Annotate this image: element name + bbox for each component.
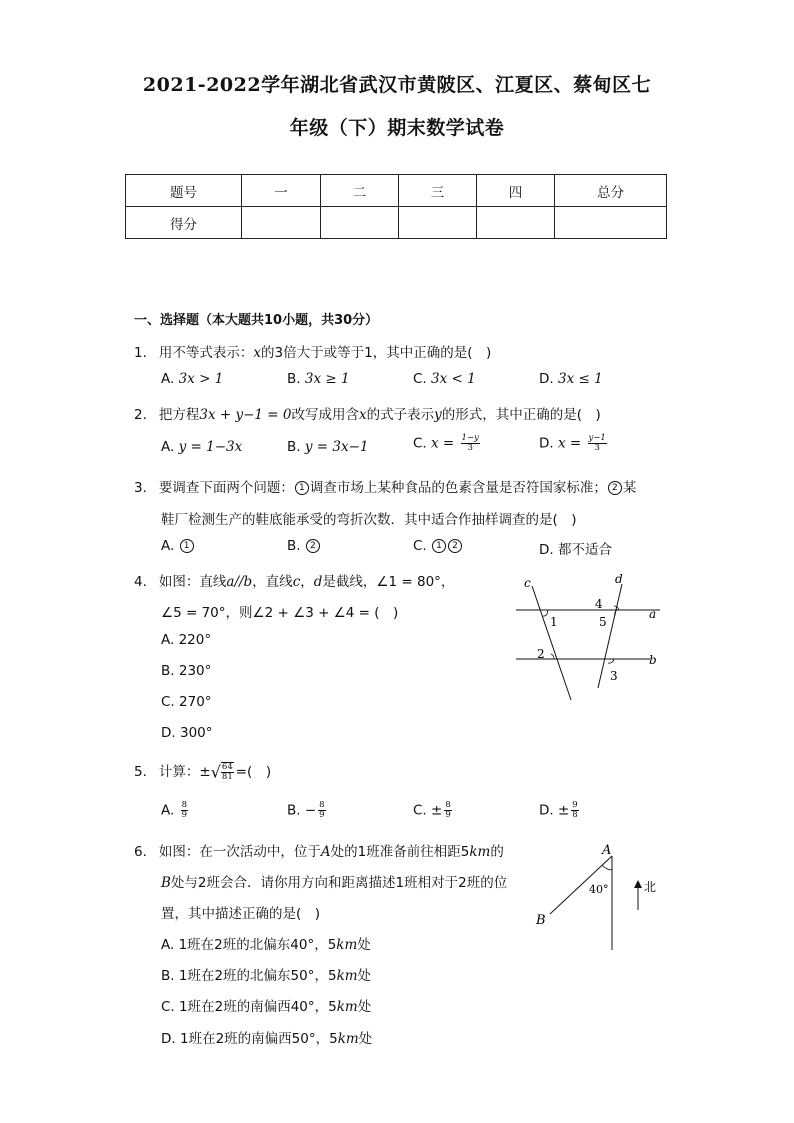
option-label: A. xyxy=(161,439,175,455)
option-a[interactable] xyxy=(161,371,223,387)
option-label: D. xyxy=(161,1031,176,1047)
question-text: 是截线，∠1 = 80°， xyxy=(322,574,455,590)
question-4-line-2: ∠5 = 70°，则∠2 + ∠3 + ∠4 = ( ) xyxy=(161,605,399,621)
numerator: 64 xyxy=(221,762,233,772)
math-expr: 3x + y−1 = 0 xyxy=(199,407,292,423)
header-cell: 一 xyxy=(242,175,321,207)
score-table-header-row xyxy=(126,175,667,207)
label-a: a xyxy=(649,607,657,621)
math-unit: km xyxy=(336,937,358,953)
question-text: 的式子表示 xyxy=(366,407,435,423)
option-label: B. xyxy=(287,538,301,554)
option-expr: x = xyxy=(557,435,586,452)
fraction xyxy=(588,434,607,453)
title-line-2: 年级（下）期末数学试卷 xyxy=(289,117,505,139)
option-a[interactable] xyxy=(161,538,195,554)
question-number: 2. xyxy=(134,407,147,423)
question-text: ，直线 xyxy=(252,574,293,590)
question-1 xyxy=(134,341,491,361)
option-label: D. xyxy=(539,802,554,819)
option-label: A. xyxy=(161,632,175,648)
question-text: 用不等式表示： xyxy=(158,345,254,361)
question-number: 1. xyxy=(134,345,147,361)
option-d[interactable] xyxy=(539,371,603,387)
math-unit: km xyxy=(336,999,358,1015)
angle-arc-2 xyxy=(551,654,554,659)
numerator: 9 xyxy=(572,800,578,810)
header-cell: 四 xyxy=(477,175,555,207)
option-expr: 3x ≤ 1 xyxy=(557,371,603,387)
option-c[interactable] xyxy=(413,434,482,453)
numerator: 8 xyxy=(181,800,188,810)
question-5 xyxy=(134,760,271,782)
option-d[interactable] xyxy=(161,725,213,741)
question-number: 6. xyxy=(134,844,147,860)
question-text: 处与2班会合．请你用方向和距离描述1班相对于2班的位 xyxy=(170,875,508,891)
math-var: x xyxy=(359,407,367,423)
denominator: 3 xyxy=(467,443,473,453)
option-a[interactable] xyxy=(161,632,211,648)
option-label: A. xyxy=(161,802,175,819)
math-var: d xyxy=(313,574,323,590)
option-expr: 3x ≥ 1 xyxy=(304,371,350,387)
option-text: 1班在2班的南偏西40°，5 xyxy=(179,999,337,1015)
option-d[interactable] xyxy=(539,801,581,820)
question-text: 的 xyxy=(490,844,504,860)
option-a[interactable] xyxy=(161,801,190,820)
option-text: 都不适合 xyxy=(557,542,612,558)
question-text: 某 xyxy=(622,480,637,496)
option-c[interactable] xyxy=(413,801,454,820)
option-expr: x = xyxy=(431,435,459,452)
header-cell: 题号 xyxy=(126,175,242,207)
fraction xyxy=(461,434,480,453)
question-text: 的形式，其中正确的是( ) xyxy=(441,407,601,423)
option-label: C. xyxy=(413,538,427,554)
denominator: 9 xyxy=(181,810,188,820)
question-text: 的3倍大于或等于1，其中正确的是( ) xyxy=(261,345,492,361)
label-angle: 40° xyxy=(589,883,609,896)
option-label: B. xyxy=(161,663,175,679)
option-label: C. xyxy=(413,802,427,819)
label-d: d xyxy=(615,572,623,586)
option-a[interactable] xyxy=(161,439,242,455)
circled-number: 1 xyxy=(180,539,194,553)
circled-number: 2 xyxy=(448,539,462,553)
circled-number: 1 xyxy=(295,481,309,495)
option-label: A. xyxy=(161,937,175,953)
option-label: B. xyxy=(287,371,301,387)
option-c[interactable] xyxy=(413,538,463,554)
option-label: C. xyxy=(161,999,175,1015)
label-b: B xyxy=(536,913,546,928)
question-number: 3. xyxy=(134,480,147,496)
option-text: 处 xyxy=(358,1031,373,1047)
question-text: 把方程 xyxy=(158,407,200,423)
option-sign: ± xyxy=(557,802,570,819)
question-text: 调查市场上某种食品的色素含量是否符国家标准； xyxy=(309,480,607,496)
math-expr: a//b xyxy=(226,574,253,590)
option-text: 处 xyxy=(357,937,371,953)
option-text: 1班在2班的南偏西50°，5 xyxy=(179,1031,338,1047)
question-3-line-2: 鞋厂检测生产的鞋底能承受的弯折次数．其中适合作抽样调查的是( ) xyxy=(161,512,577,528)
numerator: 8 xyxy=(445,800,451,810)
question-text: =( ) xyxy=(235,764,272,780)
angle-arc-1 xyxy=(543,610,548,616)
question-text: 处的1班准备前往相距5 xyxy=(330,844,470,860)
option-d[interactable] xyxy=(161,1027,372,1047)
option-b[interactable] xyxy=(287,801,328,820)
option-b[interactable] xyxy=(287,371,350,387)
option-expr: y = 3x−1 xyxy=(304,439,369,455)
option-value: 230° xyxy=(178,663,212,679)
option-sign: ± xyxy=(431,802,443,819)
option-value: 220° xyxy=(178,632,212,648)
math-var: B xyxy=(161,875,171,891)
header-cell: 三 xyxy=(399,175,477,207)
circled-number: 2 xyxy=(608,481,622,495)
question-number: 4. xyxy=(134,574,147,590)
score-cell xyxy=(477,207,555,239)
denominator: 9 xyxy=(319,810,325,820)
denominator: 9 xyxy=(445,810,451,820)
option-expr: y = 1−3x xyxy=(178,439,243,455)
label-c: c xyxy=(524,576,531,590)
direction-figure xyxy=(528,838,668,958)
option-label: D. xyxy=(539,542,554,558)
option-a[interactable] xyxy=(161,933,371,953)
option-text: 处 xyxy=(357,968,372,984)
question-text: ， xyxy=(300,574,314,590)
label-angle-3: 3 xyxy=(610,669,618,683)
question-text: 如图：在一次活动中，位于 xyxy=(158,844,321,860)
line-c xyxy=(532,586,571,700)
fraction xyxy=(181,801,188,820)
angle-arc-5 xyxy=(615,610,617,616)
question-6-line-2 xyxy=(161,871,507,891)
title-line-1: 2021-2022学年湖北省武汉市黄陂区、江夏区、蔡甸区七 xyxy=(142,74,652,96)
math-unit: km xyxy=(469,844,491,860)
option-label: A. xyxy=(161,371,175,387)
option-c[interactable] xyxy=(413,371,476,387)
denominator: 81 xyxy=(221,772,233,782)
option-label: B. xyxy=(287,439,301,455)
option-value: 300° xyxy=(179,725,213,741)
score-cell xyxy=(242,207,321,239)
question-text: 计算：± xyxy=(158,764,211,780)
label-angle-5: 5 xyxy=(599,615,607,629)
option-text: 1班在2班的北偏东40°，5 xyxy=(178,937,337,953)
numerator: 1−y xyxy=(461,433,479,443)
option-c[interactable] xyxy=(161,995,371,1015)
math-unit: km xyxy=(337,1031,359,1047)
option-value: 270° xyxy=(179,694,212,710)
parallel-lines-figure xyxy=(510,570,670,705)
option-label: C. xyxy=(413,435,427,452)
option-label: D. xyxy=(539,371,554,387)
numerator: 8 xyxy=(319,800,325,810)
header-cell: 二 xyxy=(321,175,399,207)
option-label: B. xyxy=(161,968,175,984)
option-label: C. xyxy=(161,694,175,710)
score-cell xyxy=(321,207,399,239)
circled-number: 1 xyxy=(432,539,446,553)
north-arrow-icon xyxy=(634,880,642,888)
question-text: 要调查下面两个问题： xyxy=(158,480,294,496)
score-table-score-row xyxy=(126,207,667,239)
option-label: C. xyxy=(413,371,427,387)
label-angle-4: 4 xyxy=(595,597,603,611)
label-angle-2: 2 xyxy=(537,647,545,661)
angle-arc-3 xyxy=(608,659,614,663)
question-text: 改写成用含 xyxy=(291,407,359,423)
question-2 xyxy=(134,403,601,423)
denominator: 3 xyxy=(594,443,600,453)
option-label: D. xyxy=(161,725,176,741)
label-north: 北 xyxy=(644,880,657,894)
option-sign: − xyxy=(304,802,317,819)
question-6-line-3: 置，其中描述正确的是( ) xyxy=(161,906,321,922)
math-unit: km xyxy=(336,968,358,984)
option-label: A. xyxy=(161,538,175,554)
option-d[interactable] xyxy=(539,538,612,558)
option-b[interactable] xyxy=(287,439,368,455)
fraction xyxy=(444,801,451,820)
math-var: y xyxy=(434,407,442,423)
math-var: x xyxy=(253,345,262,361)
numerator: y−1 xyxy=(588,433,606,443)
math-var: A xyxy=(320,844,331,860)
option-expr: 3x > 1 xyxy=(178,371,224,387)
score-cell xyxy=(399,207,477,239)
fraction xyxy=(318,801,325,820)
option-b[interactable] xyxy=(161,964,371,984)
fraction xyxy=(571,801,578,820)
question-3 xyxy=(134,476,636,496)
label-b: b xyxy=(649,653,657,667)
question-4 xyxy=(134,570,454,590)
question-number: 5. xyxy=(134,764,147,780)
option-label: B. xyxy=(287,802,301,819)
score-table xyxy=(125,174,667,239)
question-text: 如图：直线 xyxy=(158,574,227,590)
option-label: D. xyxy=(539,435,554,452)
label-a: A xyxy=(602,843,612,858)
option-b[interactable] xyxy=(287,538,321,554)
label-angle-1: 1 xyxy=(550,615,558,629)
denominator: 8 xyxy=(572,810,578,820)
option-expr: 3x < 1 xyxy=(431,371,476,387)
option-b[interactable] xyxy=(161,663,211,679)
option-c[interactable] xyxy=(161,694,212,710)
circled-number: 2 xyxy=(306,539,320,553)
sqrt-icon: √ xyxy=(210,762,221,782)
header-cell: 总分 xyxy=(555,175,667,207)
option-d[interactable] xyxy=(539,434,609,453)
option-text: 1班在2班的北偏东50°，5 xyxy=(178,968,337,984)
section-heading: 一、选择题（本大题共10小题，共30分） xyxy=(134,313,379,328)
score-row-label: 得分 xyxy=(126,207,242,239)
angle-arc xyxy=(602,865,612,870)
radicand-fraction xyxy=(221,762,234,782)
score-cell xyxy=(555,207,667,239)
option-text: 处 xyxy=(357,999,372,1015)
question-6 xyxy=(134,840,504,860)
math-var: c xyxy=(292,574,301,590)
